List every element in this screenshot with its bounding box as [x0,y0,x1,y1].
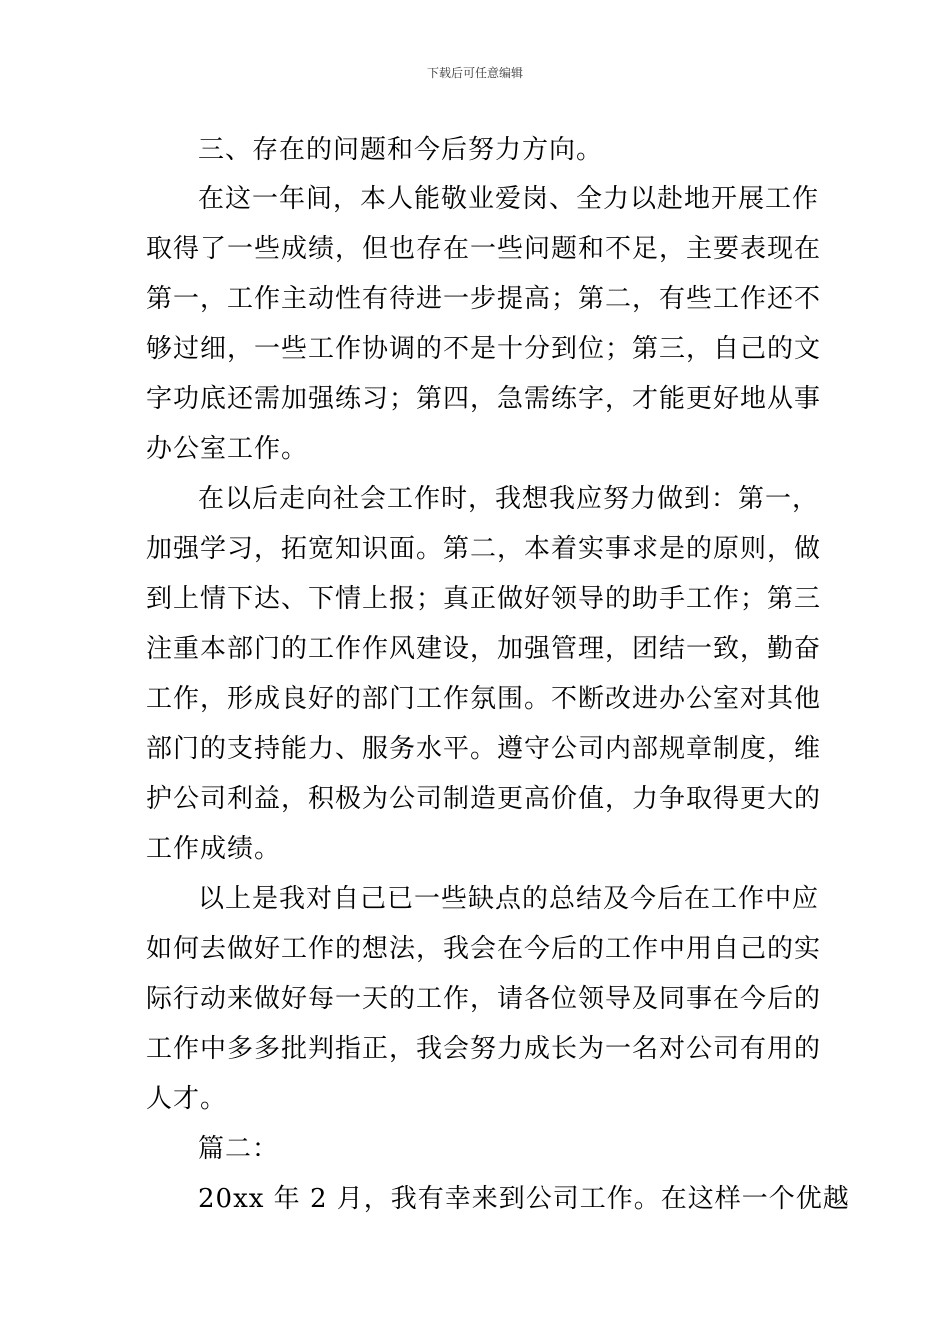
paragraph-line: 工作成绩。 [146,834,282,864]
paragraph-line: 人才。 [146,1084,228,1114]
paragraph-line: 字功底还需加强练习；第四，急需练字，才能更好地从事 [146,384,822,414]
paragraph-line: 注重本部门的工作作风建设，加强管理，团结一致，勤奋 [146,634,822,664]
paragraph-line: 在以后走向社会工作时，我想我应努力做到：第一， [198,484,820,514]
paragraph-line: 到上情下达、下情上报；真正做好领导的助手工作；第三 [146,584,822,614]
paragraph-line: 取得了一些成绩，但也存在一些问题和不足，主要表现在 [146,234,822,264]
paragraph-line: 第一，工作主动性有待进一步提高；第二，有些工作还不 [146,284,822,314]
paragraph-line: 部门的支持能力、服务水平。遵守公司内部规章制度，维 [146,734,822,764]
paragraph-line: 办公室工作。 [146,434,309,464]
section-heading: 篇二： [198,1134,280,1164]
paragraph-line: 加强学习，拓宽知识面。第二，本着实事求是的原则，做 [146,534,822,564]
paragraph-line: 护公司利益，积极为公司制造更高价值，力争取得更大的 [146,784,822,814]
paragraph-line: 际行动来做好每一天的工作，请各位领导及同事在今后的 [146,984,822,1014]
section-heading: 三、存在的问题和今后努力方向。 [198,135,604,165]
paragraph-line: 工作中多多批判指正，我会努力成长为一名对公司有用的 [146,1034,822,1064]
paragraph-line: 工作，形成良好的部门工作氛围。不断改进办公室对其他 [146,684,822,714]
paragraph-line: 20xx 年 2 月，我有幸来到公司工作。在这样一个优越 [198,1184,850,1214]
paragraph-line: 在这一年间，本人能敬业爱岗、全力以赴地开展工作 [198,184,820,214]
page-header: 下载后可任意编辑 [426,66,523,80]
paragraph-line: 以上是我对自己已一些缺点的总结及今后在工作中应 [198,884,820,914]
paragraph-line: 够过细，一些工作协调的不是十分到位；第三，自己的文 [146,334,822,364]
paragraph-line: 如何去做好工作的想法，我会在今后的工作中用自己的实 [146,934,822,964]
